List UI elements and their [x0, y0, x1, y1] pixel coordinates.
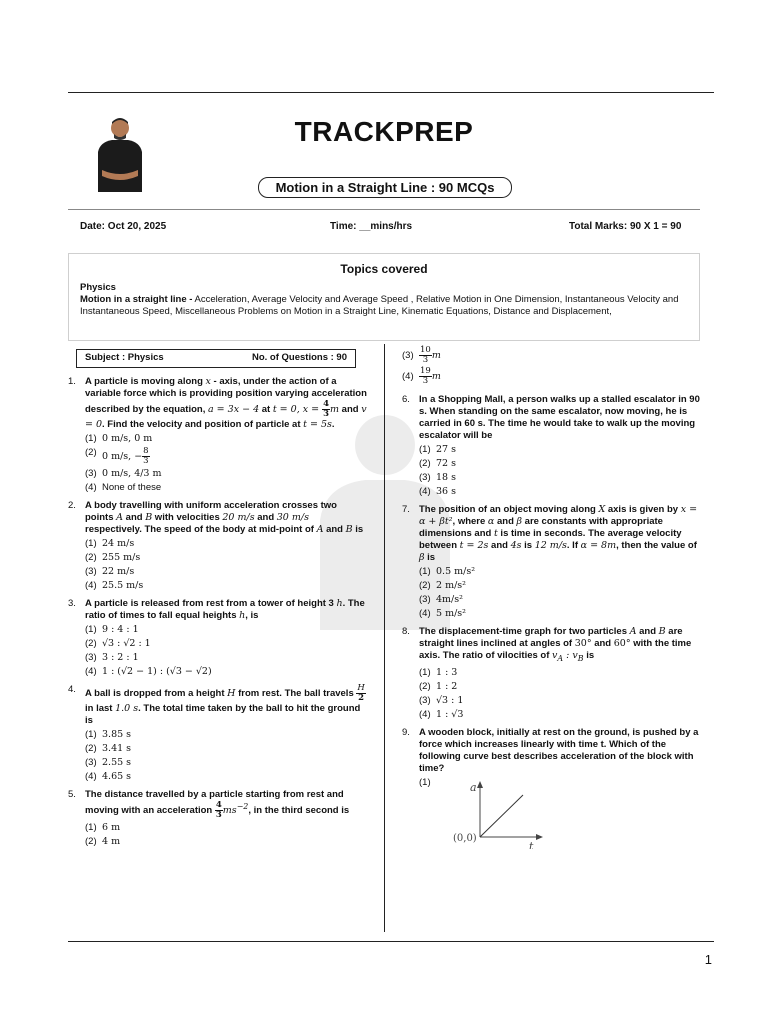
topics-box: [68, 253, 700, 341]
graph-x-label: t: [529, 839, 534, 849]
option[interactable]: (1) 1 : 3: [419, 666, 458, 678]
option[interactable]: (1) 27 s: [419, 444, 456, 455]
time-label: Time:: [330, 221, 357, 232]
question-stem: A particle is moving along x - axis, under the action of a variable force which is providing position varying acceleration described by the equation, a = 3x − 4 at t = 0, x = $\frac{4}{3}$ m and v = 0. Find the velocity and position of particle at t = 5s.: [85, 376, 367, 430]
marks-field: [569, 221, 681, 232]
time-value: __mins/hrs: [359, 221, 413, 232]
marks-label: Total Marks:: [569, 221, 628, 232]
test-title-pill: Motion in a Straight Line : 90 MCQs: [258, 177, 512, 198]
graph-origin-label: (0,0): [453, 832, 477, 844]
option[interactable]: (4) 1 : (√2 − 1) : (√3 − √2): [85, 666, 212, 677]
header-rule: [68, 209, 700, 210]
option[interactable]: (4) 36 s: [419, 486, 456, 497]
option[interactable]: (2) 4 m: [85, 836, 121, 848]
option[interactable]: (3) 18 s: [419, 472, 456, 483]
option[interactable]: (3) √3 : 1: [419, 694, 464, 706]
option[interactable]: (1) 6 m: [85, 822, 121, 834]
option[interactable]: (2) √3 : √2 : 1: [85, 638, 151, 649]
question-stem: The distance travelled by a particle starting from rest and moving with an acceleration $\frac{4}{3}$ $ms^{-2}$, in the third second is: [85, 789, 350, 821]
question-8: [402, 626, 700, 721]
option[interactable]: (1) 0 m/s, 0 m: [85, 433, 153, 444]
question-number: 4.: [68, 684, 76, 695]
option[interactable]: (1) 0.5 m/s²: [419, 566, 476, 577]
subject-bar: [76, 349, 356, 368]
option[interactable]: (2) 72 s: [419, 458, 456, 469]
question-number: 8.: [402, 626, 410, 637]
top-rule: [68, 92, 714, 93]
date-field: [80, 221, 166, 232]
marks-value: 90 X 1 = 90: [629, 221, 682, 232]
option[interactable]: (1) 3.85 s: [85, 729, 132, 740]
option[interactable]: (4) 25.5 m/s: [85, 580, 144, 591]
bottom-rule: [68, 941, 714, 942]
option[interactable]: (2) 3.41 s: [85, 743, 132, 754]
question-number: 6.: [402, 394, 410, 405]
question-stem: A body travelling with uniform acceleration crosses two points A and B with velocities 20 m/s and 30 m/s respectively. The speed of the body at mid-point of A and B is: [85, 500, 364, 535]
left-column: [68, 376, 368, 851]
right-column: [402, 346, 700, 852]
date-value: Oct 20, 2025: [107, 221, 167, 232]
question-stem: A ball is dropped from a height H from rest. The ball travels $\frac{H}{2}$ in last 1.0 s. The total time taken by the ball to hit the ground is: [85, 683, 365, 726]
question-stem: In a Shopping Mall, a person walks up a stalled escalator in 90 s. When standing on the same escalator, now moving, he is carried in 60 s. The time he would take to walk up the moving escalator will be: [419, 394, 700, 441]
time-field: [330, 221, 412, 232]
question-number: 9.: [402, 726, 410, 738]
graph-option-1: [435, 777, 545, 849]
option[interactable]: (2) 255 m/s: [85, 552, 141, 563]
topics-title: Topics covered: [340, 262, 428, 276]
page-number: 1: [704, 952, 712, 967]
brand-title: TRACKPREP: [294, 116, 474, 147]
option[interactable]: (2) 0 m/s, − $\frac{8}{3}$: [85, 446, 149, 466]
option[interactable]: (4) 4.65 s: [85, 771, 132, 782]
option[interactable]: (4) 1 : √3: [419, 708, 464, 720]
option[interactable]: (3) $\frac{10}{3}$ m: [402, 345, 441, 365]
topics-chapter: Motion in a straight line -: [80, 294, 193, 305]
option[interactable]: (1) 24 m/s: [85, 538, 135, 549]
graph-y-label: a: [470, 780, 477, 794]
question-6: [402, 394, 700, 498]
option[interactable]: (4) 5 m/s²: [419, 608, 466, 619]
option[interactable]: (2) 2 m/s²: [419, 580, 466, 591]
question-2: [68, 500, 368, 592]
topics-subject: Physics: [80, 282, 116, 293]
question-number: 1.: [68, 376, 76, 387]
question-number: 5.: [68, 789, 76, 800]
topics-items: Acceleration, Average Velocity and Average Speed , Relative Motion in One Dimension, Instantaneous Velocity and Instantaneous Speed, Miscellaneous Problems on Motion in a Straight Line, Kinematic Equations, Distance and Displacement,: [80, 294, 679, 317]
question-number: 2.: [68, 500, 76, 511]
option[interactable]: (3) 2.55 s: [85, 757, 132, 768]
question-7: [402, 504, 700, 620]
option[interactable]: (3) 4m/s²: [419, 594, 463, 605]
question-number: 3.: [68, 598, 76, 609]
option[interactable]: (1) a t (0,0): [419, 777, 700, 849]
date-label: Date:: [80, 221, 106, 232]
question-9: [402, 727, 700, 849]
question-1: [68, 376, 368, 494]
question-4: [68, 684, 368, 783]
option[interactable]: (3) 0 m/s, 4/3 m: [85, 468, 162, 479]
option[interactable]: (3) 3 : 2 : 1: [85, 652, 139, 663]
question-stem: A particle is released from rest from a tower of height 3 h. The ratio of times to fall equal heights h, is: [85, 598, 365, 621]
column-divider: [384, 344, 385, 932]
subject-label: Subject : Physics: [85, 352, 164, 363]
option[interactable]: (4) None of these: [85, 482, 162, 493]
question-number: 7.: [402, 504, 410, 515]
option[interactable]: (4) $\frac{19}{3}$ m: [402, 366, 441, 386]
option[interactable]: (1) 9 : 4 : 1: [85, 624, 139, 635]
question-5: [68, 789, 368, 848]
option[interactable]: (2) 1 : 2: [419, 680, 458, 692]
question-count: No. of Questions : 90: [251, 352, 347, 363]
question-stem: A wooden block, initially at rest on the ground, is pushed by a force which increases linearly with time t. Which of the following curve best describes acceleration of the block with time?: [419, 726, 699, 774]
question-stem: The displacement-time graph for two particles A and B are straight lines inclined at angles of 30° and 60° with the time axis. The ratio of vilocities of $v_A$ : $v_B$ is: [419, 626, 692, 663]
question-3: [68, 598, 368, 678]
topics-list: [80, 294, 688, 318]
question-stem: The position of an object moving along X axis is given by x = α + βt², where α and β are constants with appropriate dimensions and t is time in seconds. The average velocity between t = 2s and 4s is 12 m/s. If α = 8m, then the value of β is: [419, 504, 698, 563]
option[interactable]: (3) 22 m/s: [85, 566, 135, 577]
